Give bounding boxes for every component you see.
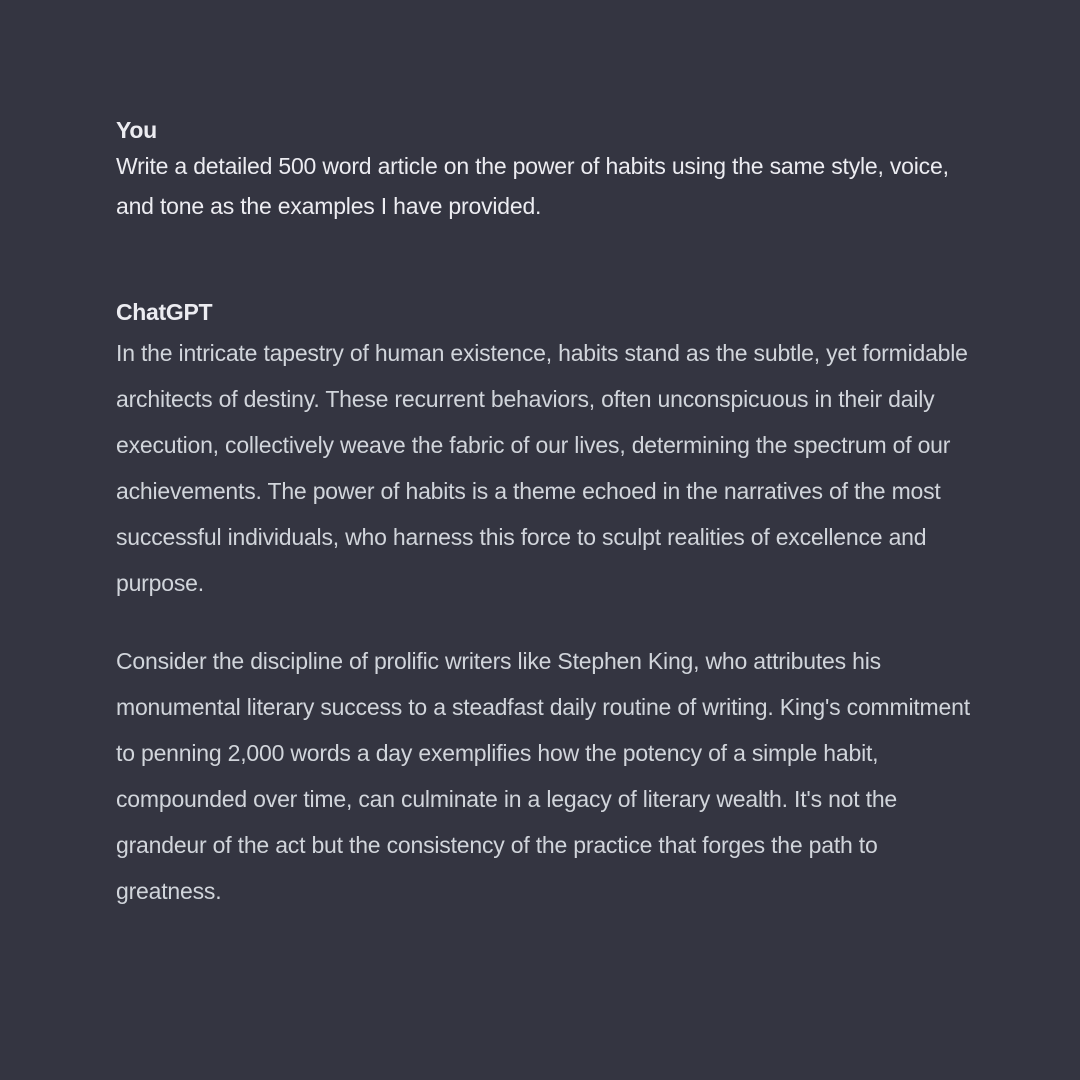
assistant-author-label: ChatGPT (116, 299, 213, 325)
assistant-paragraph-2: Consider the discipline of prolific writers like Stephen King, who attributes his monumental literary success to a steadfast daily routine of writing. King's commitment to penning 2,000 words a day exemplifies how the potency of a simple habit, compounded over time, can culminate in a legacy of literary wealth. It's not the grandeur of the act but the consistency of the practice that forges the path to greatness. (116, 648, 970, 904)
conversation-thread (116, 114, 976, 914)
user-message-text: Write a detailed 500 word article on the power of habits using the same style, voice, and tone as the examples I have provided. (116, 153, 949, 219)
user-message (116, 114, 976, 226)
user-author-label: You (116, 117, 157, 143)
assistant-message (116, 296, 976, 914)
assistant-paragraph-1: In the intricate tapestry of human existence, habits stand as the subtle, yet formidable architects of destiny. These recurrent behaviors, often unconspicuous in their daily execution, collectively weave the fabric of our lives, determining the spectrum of our achievements. The power of habits is a theme echoed in the narratives of the most successful individuals, who harness this force to sculpt realities of excellence and purpose. (116, 340, 968, 596)
